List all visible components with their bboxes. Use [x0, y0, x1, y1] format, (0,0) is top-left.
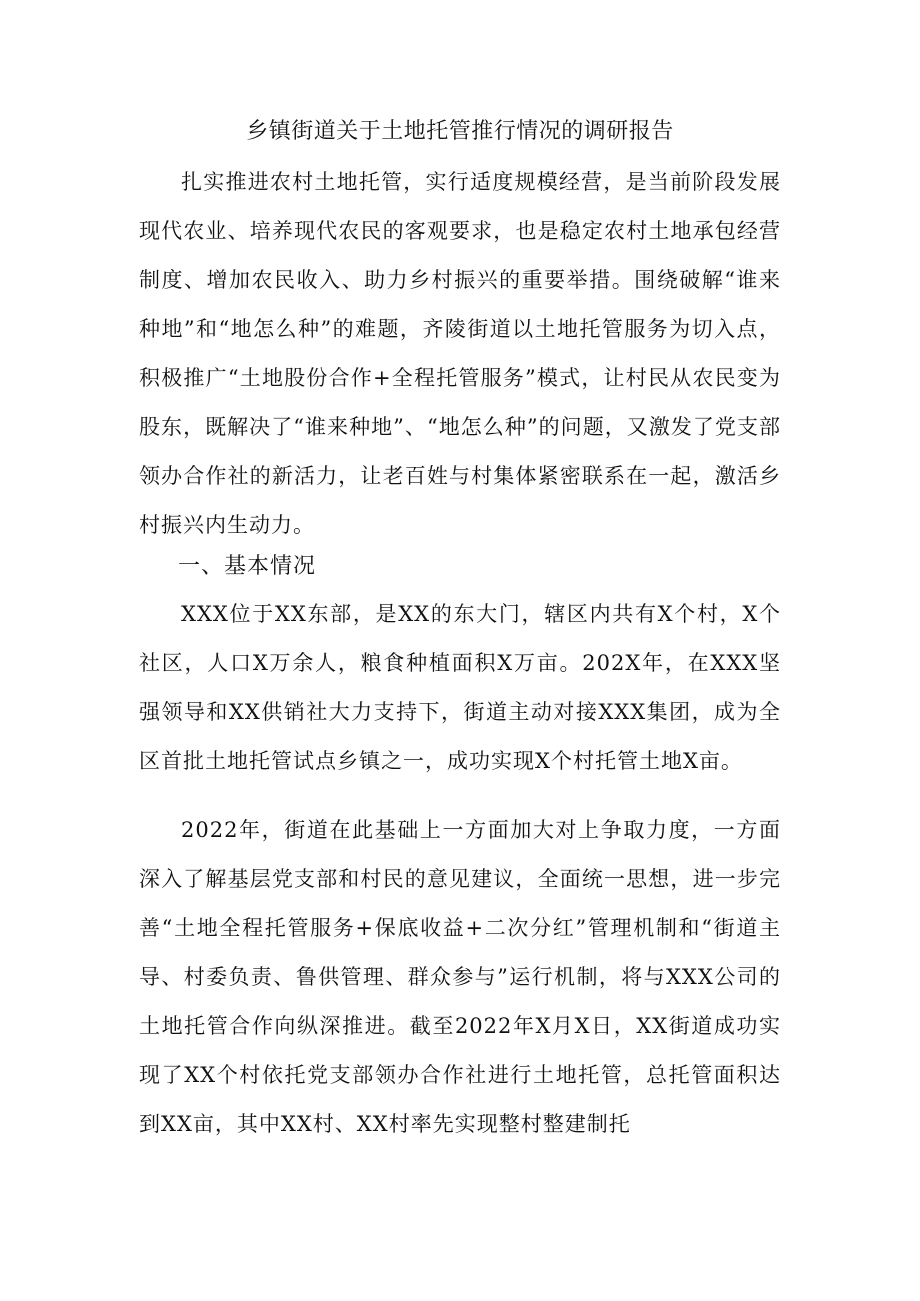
- document-title: 乡镇街道关于土地托管推行情况的调研报告: [246, 119, 674, 144]
- basic-situation-paragraph: XXX位于XX东部，是XX的东大门，辖区内共有X个村，X个社区，人口X万余人，粮食种植面积X万亩。202X年，在XXX坚强领导和XX供销社大力支持下，街道主动对接XXX集团，成为全区首批土地托管试点乡镇之一，成功实现X个村托管土地X亩。: [139, 602, 781, 773]
- section-heading-basic-situation: 一、基本情况: [178, 554, 317, 579]
- intro-paragraph: 扎实推进农村土地托管，实行适度规模经营，是当前阶段发展现代农业、培养现代农民的客观要求，也是稳定农村土地承包经营制度、增加农民收入、助力乡村振兴的重要举措。围绕破解“谁来种地”和“地怎么种”的难题，齐陵街道以土地托管服务为切入点，积极推广“土地股份合作+全程托管服务”模式，让村民从农民变为股东，既解决了“谁来种地”、“地怎么种”的问题，又激发了党支部领办合作社的新活力，让老百姓与村集体紧密联系在一起，激活乡村振兴内生动力。: [139, 170, 781, 537]
- progress-2022-paragraph: 2022年，街道在此基础上一方面加大对上争取力度，一方面深入了解基层党支部和村民的意见建议，全面统一思想，进一步完善“土地全程托管服务+保底收益+二次分红”管理机制和“街道主导、村委负责、鲁供管理、群众参与”运行机制，将与XXX公司的土地托管合作向纵深推进。截至2022年X月X日，XX街道成功实现了XX个村依托党支部领办合作社进行土地托管，总托管面积达到XX亩，其中XX村、XX村率先实现整村整建制托: [139, 818, 781, 1136]
